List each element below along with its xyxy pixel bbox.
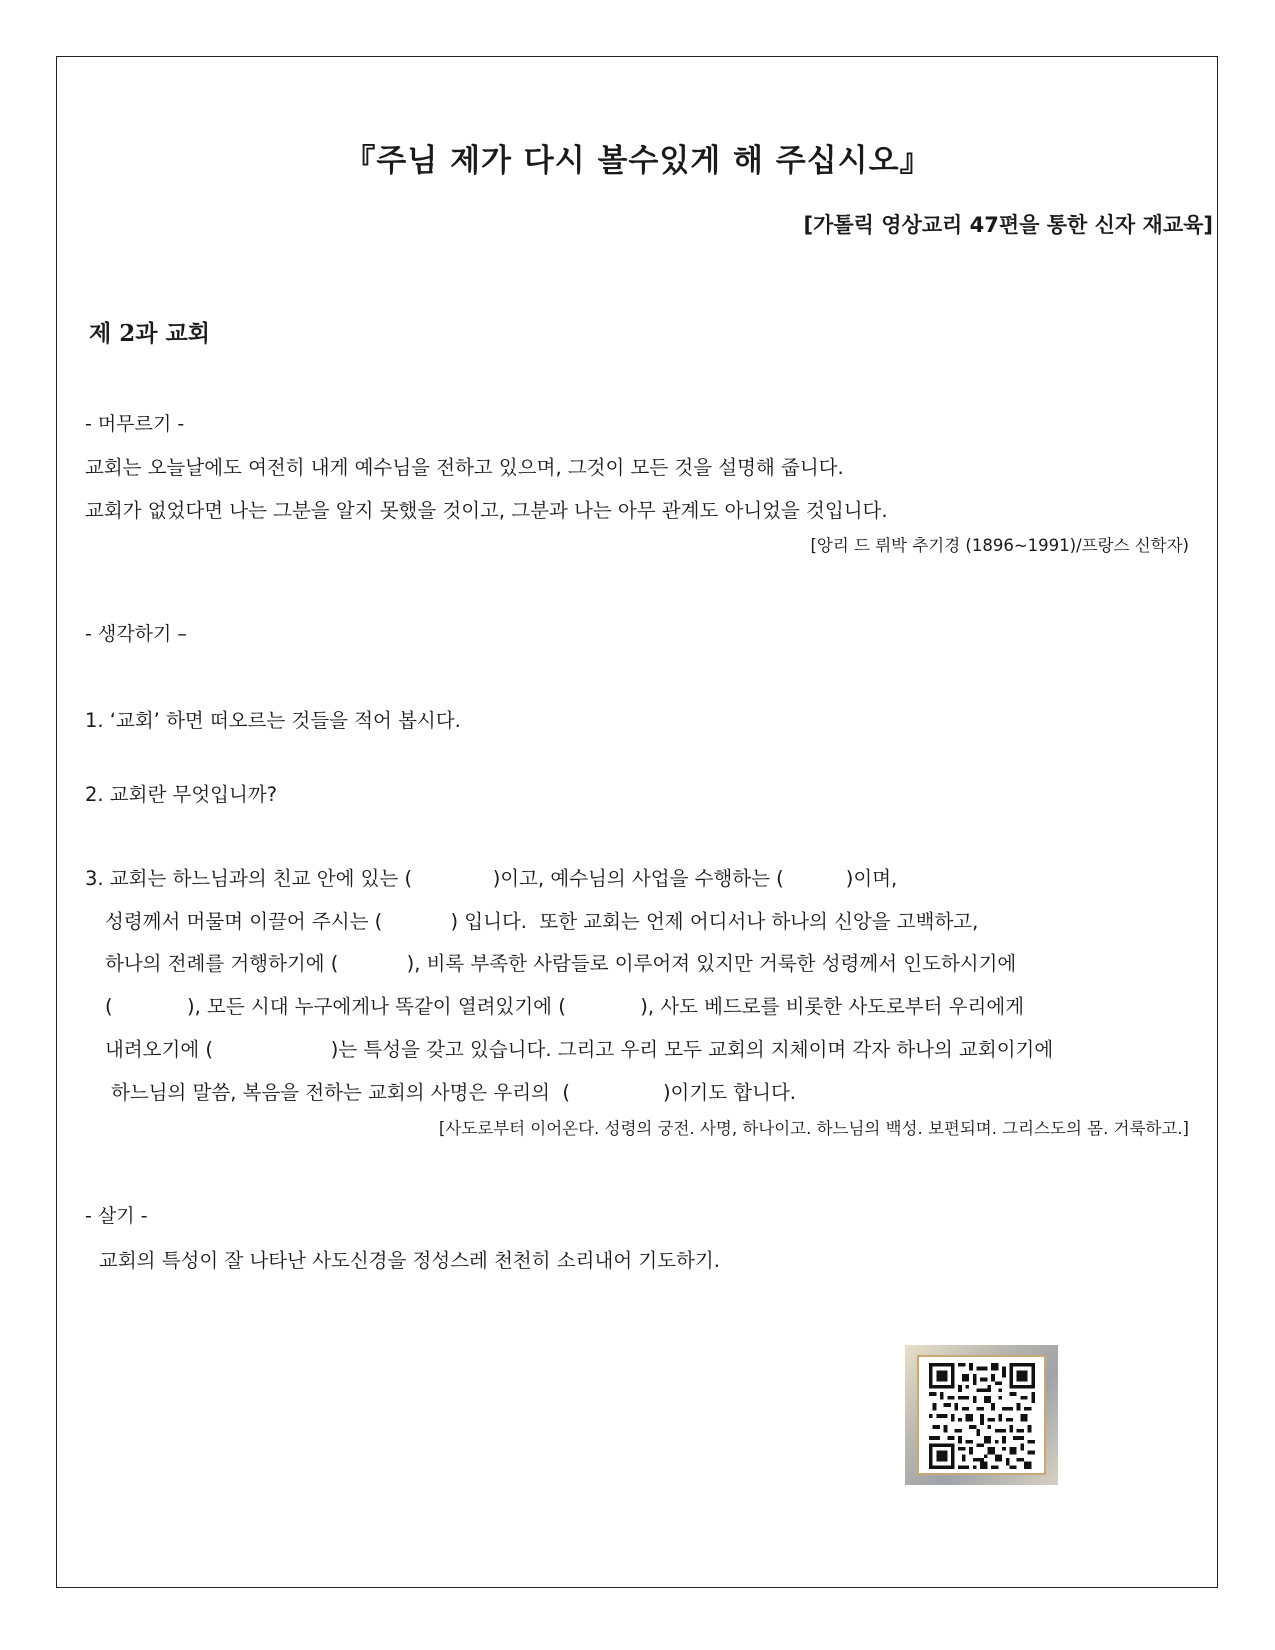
lesson-number: 2	[119, 320, 136, 347]
page-frame	[56, 56, 1218, 1588]
question-3-line: ( ), 모든 시대 누구에게나 똑같이 열려있기에 ( ), 사도 베드로를 비롯한 사도로부터 우리에게	[105, 995, 1025, 1018]
living-heading: - 살기 -	[85, 1205, 148, 1227]
lesson-prefix: 제	[89, 321, 120, 347]
qr-code-card	[917, 1355, 1046, 1475]
qr-code-image	[905, 1345, 1058, 1485]
question-2: 2. 교회란 무엇입니까?	[85, 783, 278, 806]
document-subtitle: [가톨릭 영상교리 47편을 통한 신자 재교육]	[803, 213, 1213, 237]
question-3-line: 하느님의 말씀, 복음을 전하는 교회의 사명은 우리의 ( )이기도 합니다.	[111, 1081, 796, 1104]
lesson-title: 과 교회	[135, 321, 210, 347]
meditation-line: 교회는 오늘날에도 여전히 내게 예수님을 전하고 있으며, 그것이 모든 것을 설명해 줍니다.	[85, 456, 844, 479]
meditation-heading: - 머무르기 -	[85, 413, 185, 435]
question-3-line: 성령께서 머물며 이끌어 주시는 ( ) 입니다. 또한 교회는 언제 어디서나 하나의 신앙을 고백하고,	[105, 910, 979, 933]
question-3-line: 하나의 전례를 거행하기에 ( ), 비록 부족한 사람들로 이루어져 있지만 거룩한 성령께서 인도하시기에	[105, 952, 1017, 975]
thinking-heading: - 생각하기 –	[85, 623, 187, 645]
document-title: 『주님 제가 다시 볼수있게 해 주십시오』	[344, 143, 932, 179]
qr-code-icon	[927, 1363, 1037, 1469]
question-3-line: 내려오기에 ( )는 특성을 갖고 있습니다. 그리고 우리 모두 교회의 지체이며 각자 하나의 교회이기에	[105, 1038, 1054, 1061]
question-3-line: 3. 교회는 하느님과의 친교 안에 있는 ( )이고, 예수님의 사업을 수행하는 ( )이며,	[85, 867, 898, 890]
question-1: 1. ‘교회’ 하면 떠오르는 것들을 적어 봅시다.	[85, 709, 461, 732]
lesson-heading	[89, 315, 210, 348]
meditation-line: 교회가 없었다면 나는 그분을 알지 못했을 것이고, 그분과 나는 아무 관계도 아니었을 것입니다.	[85, 499, 888, 522]
meditation-citation: [앙리 드 뤼박 추기경 (1896~1991)/프랑스 신학자)	[810, 536, 1189, 555]
living-text: 교회의 특성이 잘 나타난 사도신경을 정성스레 천천히 소리내어 기도하기.	[99, 1249, 720, 1272]
answer-key: [사도로부터 이어온다. 성령의 궁전. 사명, 하나이고. 하느님의 백성. 보편되며. 그리스도의 몸. 거룩하고.]	[438, 1119, 1189, 1138]
